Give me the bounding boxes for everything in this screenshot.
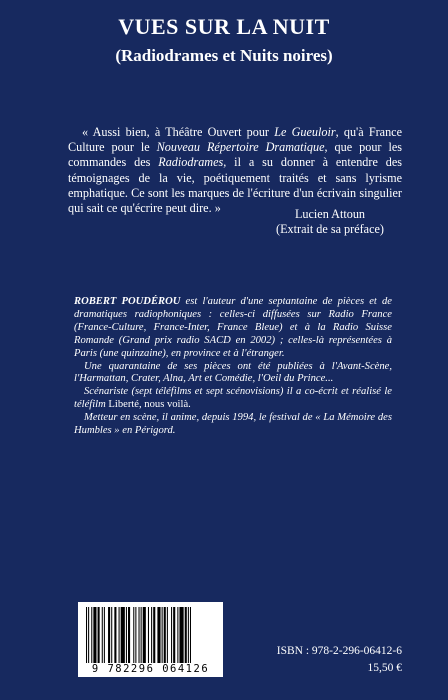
quote-title-gueuloir: Le Gueuloir — [274, 125, 336, 139]
barcode-bar — [119, 607, 120, 663]
quote-text: « Aussi bien, à Théâtre Ouvert pour — [82, 125, 275, 139]
barcode-bar — [108, 607, 110, 663]
barcode-bar — [102, 607, 103, 663]
barcode-bar — [167, 607, 168, 663]
barcode-bar — [177, 607, 178, 663]
barcode-bar — [93, 607, 96, 663]
barcode-bar — [153, 607, 155, 663]
quote-attribution — [200, 207, 400, 237]
barcode-bar — [114, 607, 116, 663]
barcode-bar — [91, 607, 92, 663]
barcode-bar — [141, 607, 142, 663]
barcode-bar — [128, 607, 130, 663]
barcode-bar — [88, 607, 89, 663]
barcode — [78, 602, 223, 677]
barcode-bar — [157, 607, 160, 663]
isbn: ISBN : 978-2-296-06412-6 — [276, 645, 402, 657]
barcode-bar — [126, 607, 127, 663]
barcode-bar — [179, 607, 183, 663]
quote-author: Lucien Attoun — [294, 207, 366, 221]
barcode-number: 9 782296 064126 — [91, 663, 210, 675]
author-name: ROBERT POUDÉROU — [74, 296, 181, 307]
barcode-bar — [139, 607, 140, 663]
quote-text: , il a su donner à entendre des témoignages de la vie, poétiquement traités et sans lyrisme emphatique. Ce sont les marques de l'écriture d'un écrivain singulier qui sait ce qu'écrire peut dire. » — [68, 155, 402, 216]
book-title: VUES SUR LA NUIT — [118, 14, 330, 39]
barcode-bar — [133, 607, 134, 663]
barcode-bar — [148, 607, 149, 663]
quote-source: (Extrait de sa préface) — [276, 222, 384, 236]
barcode-bar — [86, 607, 87, 663]
quote-text: , qu'à France Culture pour le — [68, 125, 403, 155]
barcode-bars — [84, 607, 217, 663]
barcode-bar — [171, 607, 172, 663]
preface-quote — [68, 125, 402, 216]
author-bio — [74, 296, 392, 438]
barcode-bar — [173, 607, 175, 663]
bio-paragraph: Metteur en scène, il anime, depuis 1994, le festival de « La Mémoire des Humbles » en Périgord. — [74, 412, 392, 437]
barcode-bar — [104, 607, 105, 663]
quote-title-repertoire: Nouveau Répertoire Dramatique — [156, 140, 325, 155]
barcode-bar — [164, 607, 166, 663]
bio-paragraph: Une quarantaine de ses pièces ont été publiées à l'Avant-Scène, l'Harmattan, Crater, Alna, Art et Comédie, l'Oeil du Prince... — [74, 360, 392, 385]
barcode-bar — [162, 607, 163, 663]
barcode-bar — [111, 607, 112, 663]
barcode-bar — [143, 607, 146, 663]
bio-text: est l'auteur d'une septantaine de pièces et de dramatiques radiophoniques : celles-ci diffusées sur Radio France (France-Culture, France-Inter, France Bleue) et à la Radio Suisse Romande (Grand prix radio SACD en 2002) ; celles-là représentées à Paris (une quinzaine), en province et à l'étranger. — [74, 296, 392, 359]
barcode-bar — [190, 607, 191, 663]
quote-text: , que pour les commandes des — [68, 140, 402, 170]
bio-paragraph — [74, 386, 392, 412]
barcode-bar — [185, 607, 187, 663]
price: 15,50 € — [367, 662, 402, 674]
barcode-bar — [151, 607, 152, 663]
barcode-bar — [98, 607, 100, 663]
barcode-bar — [188, 607, 189, 663]
quote-title-radiodrames: Radiodrames — [158, 155, 224, 170]
book-subtitle: (Radiodrames et Nuits noires) — [115, 46, 333, 65]
bio-text: Scénariste (sept téléfilms et sept scénovisions) il a co-écrit et réalisé le téléfilm — [74, 386, 392, 411]
barcode-bar — [135, 607, 136, 663]
film-title: Liberté, nous voilà. — [108, 399, 191, 411]
bio-paragraph — [74, 296, 392, 361]
barcode-bar — [121, 607, 125, 663]
